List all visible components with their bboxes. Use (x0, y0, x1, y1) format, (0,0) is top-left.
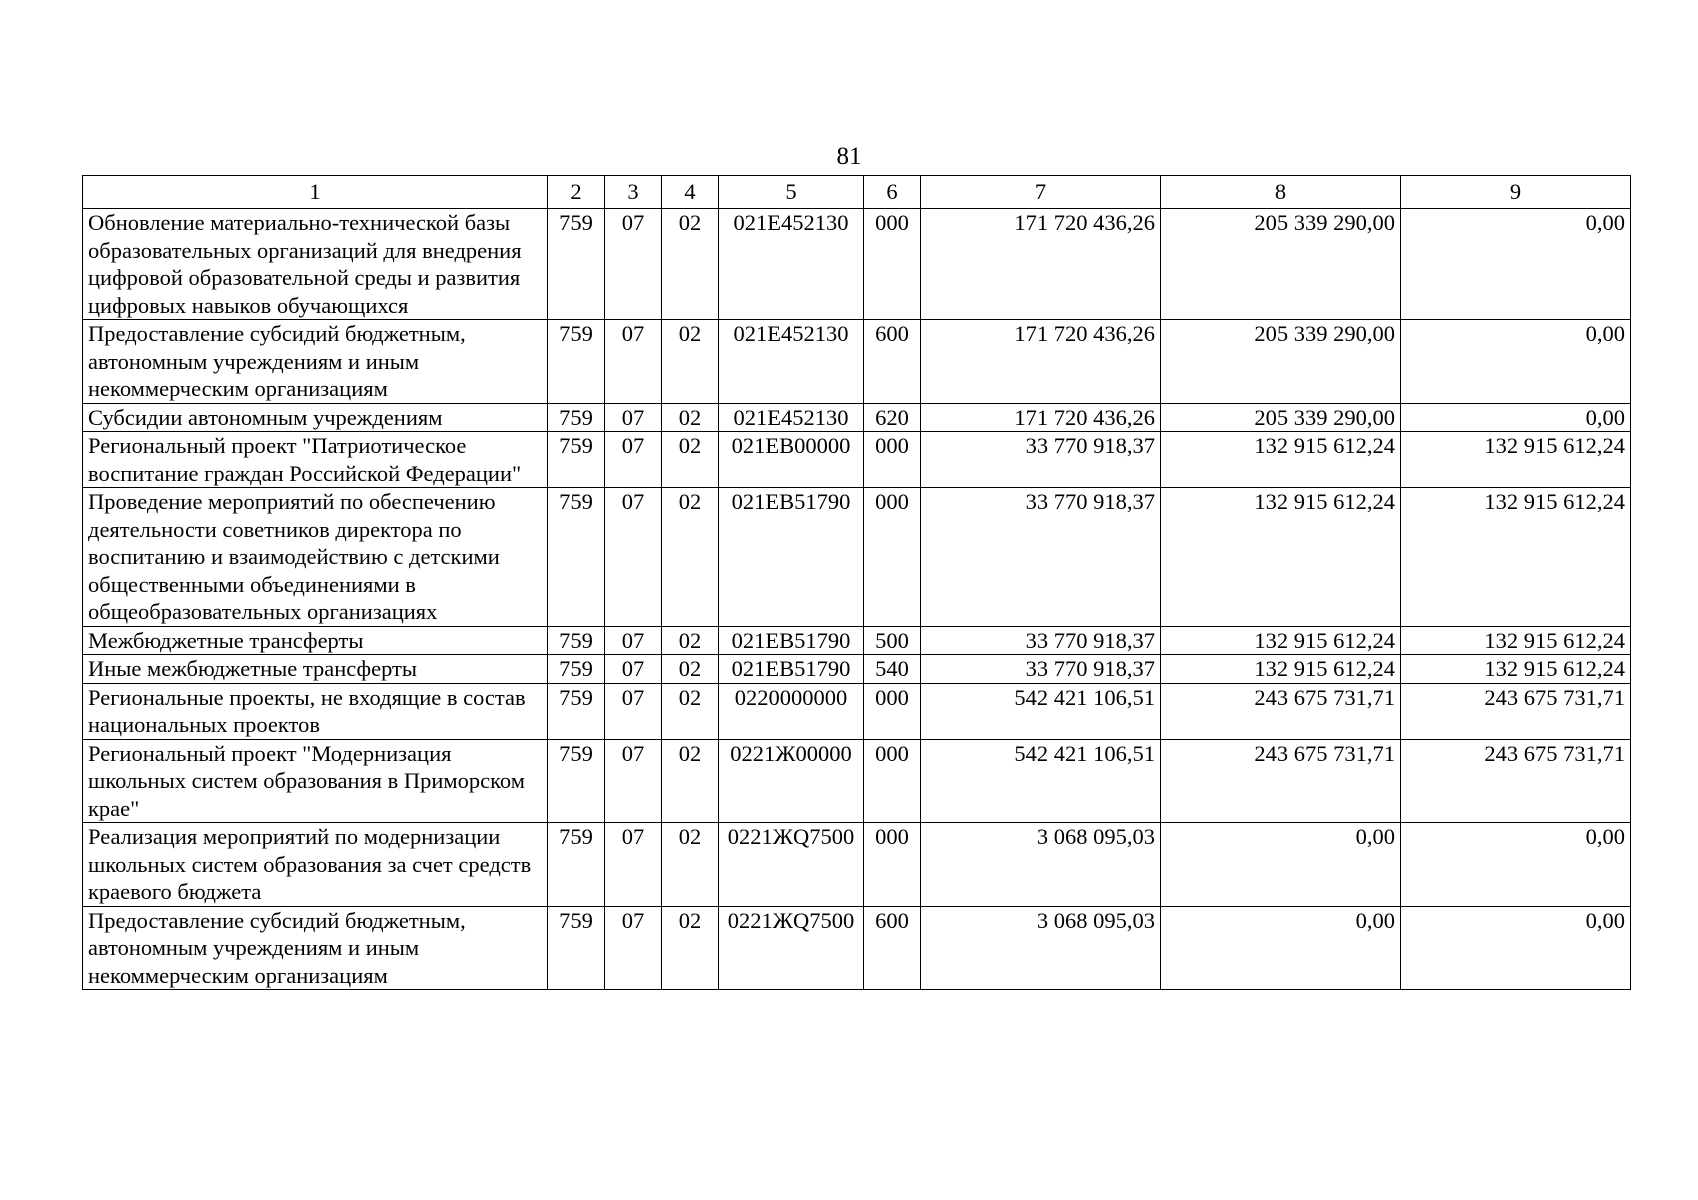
subsection-code: 02 (662, 906, 719, 990)
target-article-code: 021EB00000 (719, 432, 864, 488)
column-header: 7 (921, 176, 1161, 209)
table-row (83, 209, 1631, 320)
amount-col8: 243 675 731,71 (1161, 739, 1401, 823)
row-name: Региональный проект "Патриотическое воспитание граждан Российской Федерации" (83, 432, 548, 488)
subsection-code: 02 (662, 403, 719, 432)
amount-col7: 171 720 436,26 (921, 209, 1161, 320)
target-article-code: 021E452130 (719, 209, 864, 320)
row-name: Субсидии автономным учреждениям (83, 403, 548, 432)
amount-col8: 205 339 290,00 (1161, 403, 1401, 432)
target-article-code: 021EB51790 (719, 626, 864, 655)
ministry-code: 759 (548, 432, 605, 488)
column-header: 3 (605, 176, 662, 209)
section-code: 07 (605, 320, 662, 404)
expense-type-code: 600 (864, 320, 921, 404)
budget-table (82, 175, 1631, 990)
table-row (83, 823, 1631, 907)
expense-type-code: 500 (864, 626, 921, 655)
table-header-row (83, 176, 1631, 209)
amount-col9: 0,00 (1401, 209, 1631, 320)
amount-col7: 171 720 436,26 (921, 403, 1161, 432)
expense-type-code: 000 (864, 739, 921, 823)
row-name: Межбюджетные трансферты (83, 626, 548, 655)
row-name: Реализация мероприятий по модернизации школьных систем образования за счет средств краевого бюджета (83, 823, 548, 907)
amount-col7: 3 068 095,03 (921, 823, 1161, 907)
amount-col7: 33 770 918,37 (921, 488, 1161, 627)
subsection-code: 02 (662, 488, 719, 627)
column-header: 2 (548, 176, 605, 209)
row-name: Иные межбюджетные трансферты (83, 655, 548, 684)
expense-type-code: 620 (864, 403, 921, 432)
section-code: 07 (605, 823, 662, 907)
table-row (83, 488, 1631, 627)
ministry-code: 759 (548, 626, 605, 655)
amount-col8: 205 339 290,00 (1161, 320, 1401, 404)
subsection-code: 02 (662, 626, 719, 655)
table-row (83, 432, 1631, 488)
section-code: 07 (605, 488, 662, 627)
target-article-code: 0221ЖQ7500 (719, 823, 864, 907)
column-header: 1 (83, 176, 548, 209)
table-row (83, 683, 1631, 739)
section-code: 07 (605, 432, 662, 488)
target-article-code: 021EB51790 (719, 655, 864, 684)
amount-col9: 132 915 612,24 (1401, 626, 1631, 655)
subsection-code: 02 (662, 823, 719, 907)
amount-col9: 0,00 (1401, 320, 1631, 404)
table-row (83, 906, 1631, 990)
column-header: 9 (1401, 176, 1631, 209)
row-name: Предоставление субсидий бюджетным, автономным учреждениям и иным некоммерческим организациям (83, 906, 548, 990)
table-row (83, 739, 1631, 823)
target-article-code: 0221Ж00000 (719, 739, 864, 823)
column-header: 4 (662, 176, 719, 209)
section-code: 07 (605, 655, 662, 684)
amount-col8: 0,00 (1161, 823, 1401, 907)
amount-col7: 171 720 436,26 (921, 320, 1161, 404)
amount-col8: 132 915 612,24 (1161, 432, 1401, 488)
subsection-code: 02 (662, 432, 719, 488)
amount-col8: 132 915 612,24 (1161, 488, 1401, 627)
amount-col9: 243 675 731,71 (1401, 683, 1631, 739)
target-article-code: 021E452130 (719, 320, 864, 404)
amount-col8: 132 915 612,24 (1161, 626, 1401, 655)
ministry-code: 759 (548, 823, 605, 907)
amount-col7: 33 770 918,37 (921, 655, 1161, 684)
target-article-code: 0220000000 (719, 683, 864, 739)
amount-col7: 542 421 106,51 (921, 739, 1161, 823)
subsection-code: 02 (662, 739, 719, 823)
amount-col8: 132 915 612,24 (1161, 655, 1401, 684)
row-name: Региональные проекты, не входящие в состав национальных проектов (83, 683, 548, 739)
amount-col9: 0,00 (1401, 823, 1631, 907)
table-row (83, 320, 1631, 404)
section-code: 07 (605, 403, 662, 432)
row-name: Проведение мероприятий по обеспечению деятельности советников директора по воспитанию и взаимодействию с детскими общественными объединениями в общеобразовательных организациях (83, 488, 548, 627)
ministry-code: 759 (548, 906, 605, 990)
amount-col9: 243 675 731,71 (1401, 739, 1631, 823)
ministry-code: 759 (548, 739, 605, 823)
expense-type-code: 540 (864, 655, 921, 684)
ministry-code: 759 (548, 655, 605, 684)
amount-col9: 0,00 (1401, 403, 1631, 432)
section-code: 07 (605, 209, 662, 320)
amount-col8: 205 339 290,00 (1161, 209, 1401, 320)
subsection-code: 02 (662, 683, 719, 739)
expense-type-code: 000 (864, 488, 921, 627)
table-row (83, 655, 1631, 684)
amount-col9: 132 915 612,24 (1401, 655, 1631, 684)
row-name: Обновление материально-технической базы образовательных организаций для внедрения цифровой образовательной среды и развития цифровых навыков обучающихся (83, 209, 548, 320)
ministry-code: 759 (548, 320, 605, 404)
page-number: 81 (836, 143, 862, 170)
subsection-code: 02 (662, 320, 719, 404)
ministry-code: 759 (548, 403, 605, 432)
amount-col9: 132 915 612,24 (1401, 432, 1631, 488)
ministry-code: 759 (548, 683, 605, 739)
subsection-code: 02 (662, 209, 719, 320)
amount-col7: 3 068 095,03 (921, 906, 1161, 990)
section-code: 07 (605, 626, 662, 655)
amount-col8: 243 675 731,71 (1161, 683, 1401, 739)
column-header: 5 (719, 176, 864, 209)
expense-type-code: 000 (864, 432, 921, 488)
row-name: Предоставление субсидий бюджетным, автономным учреждениям и иным некоммерческим организациям (83, 320, 548, 404)
amount-col9: 132 915 612,24 (1401, 488, 1631, 627)
table-row (83, 626, 1631, 655)
target-article-code: 021EB51790 (719, 488, 864, 627)
amount-col7: 33 770 918,37 (921, 626, 1161, 655)
expense-type-code: 000 (864, 683, 921, 739)
target-article-code: 0221ЖQ7500 (719, 906, 864, 990)
ministry-code: 759 (548, 488, 605, 627)
expense-type-code: 000 (864, 209, 921, 320)
ministry-code: 759 (548, 209, 605, 320)
section-code: 07 (605, 906, 662, 990)
amount-col7: 33 770 918,37 (921, 432, 1161, 488)
target-article-code: 021E452130 (719, 403, 864, 432)
amount-col7: 542 421 106,51 (921, 683, 1161, 739)
expense-type-code: 000 (864, 823, 921, 907)
table-row (83, 403, 1631, 432)
expense-type-code: 600 (864, 906, 921, 990)
section-code: 07 (605, 683, 662, 739)
row-name: Региональный проект "Модернизация школьных систем образования в Приморском крае" (83, 739, 548, 823)
column-header: 6 (864, 176, 921, 209)
subsection-code: 02 (662, 655, 719, 684)
section-code: 07 (605, 739, 662, 823)
amount-col9: 0,00 (1401, 906, 1631, 990)
column-header: 8 (1161, 176, 1401, 209)
amount-col8: 0,00 (1161, 906, 1401, 990)
